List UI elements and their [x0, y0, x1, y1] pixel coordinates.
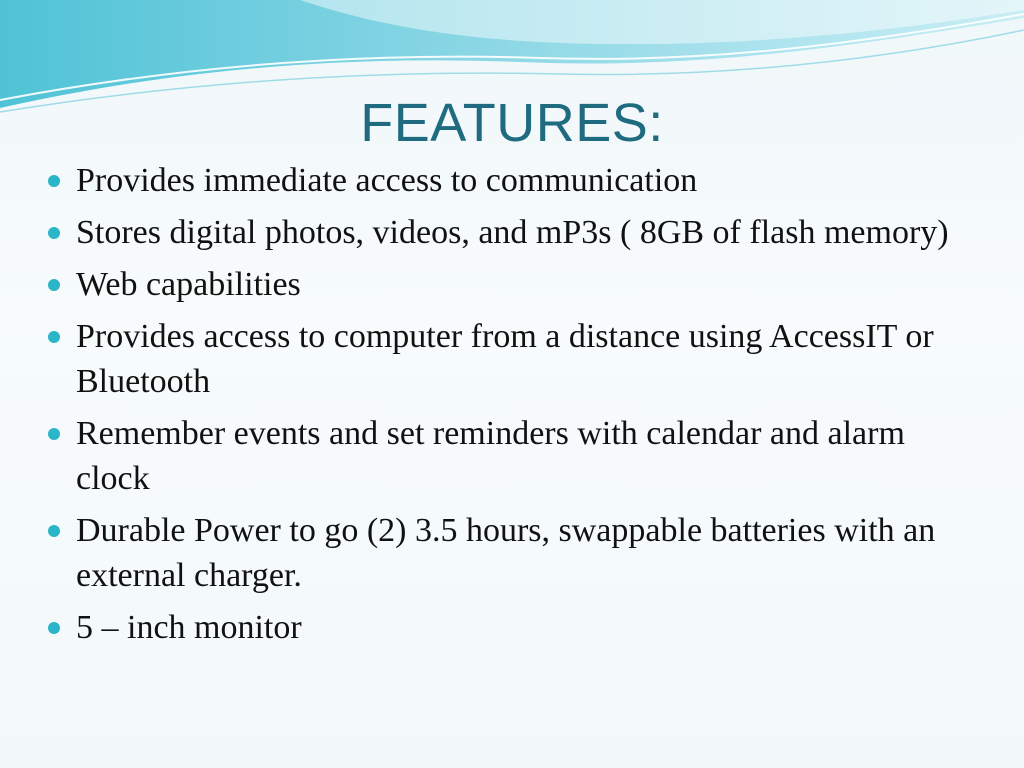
bullet-text: Provides immediate access to communication — [76, 162, 698, 199]
circle-bullet-icon — [48, 428, 60, 440]
circle-bullet-icon — [48, 622, 60, 634]
list-item — [48, 314, 968, 404]
list-item — [48, 262, 968, 307]
list-item — [48, 158, 968, 203]
bullet-list — [48, 158, 968, 657]
bullet-text: Stores digital photos, videos, and mP3s ( 8GB of flash memory) — [76, 214, 949, 251]
list-item — [48, 210, 968, 255]
circle-bullet-icon — [48, 175, 60, 187]
circle-bullet-icon — [48, 227, 60, 239]
bullet-text: 5 – inch monitor — [76, 609, 302, 646]
bullet-text: Durable Power to go (2) 3.5 hours, swappable batteries with an external charger. — [76, 512, 936, 594]
circle-bullet-icon — [48, 331, 60, 343]
slide-title: FEATURES: — [360, 93, 664, 153]
bullet-text: Web capabilities — [76, 266, 301, 303]
bullet-text: Provides access to computer from a distance using AccessIT or Bluetooth — [76, 318, 934, 400]
list-item — [48, 605, 968, 650]
circle-bullet-icon — [48, 525, 60, 537]
list-item — [48, 508, 968, 598]
list-item — [48, 411, 968, 501]
bullet-text: Remember events and set reminders with calendar and alarm clock — [76, 415, 905, 497]
circle-bullet-icon — [48, 279, 60, 291]
